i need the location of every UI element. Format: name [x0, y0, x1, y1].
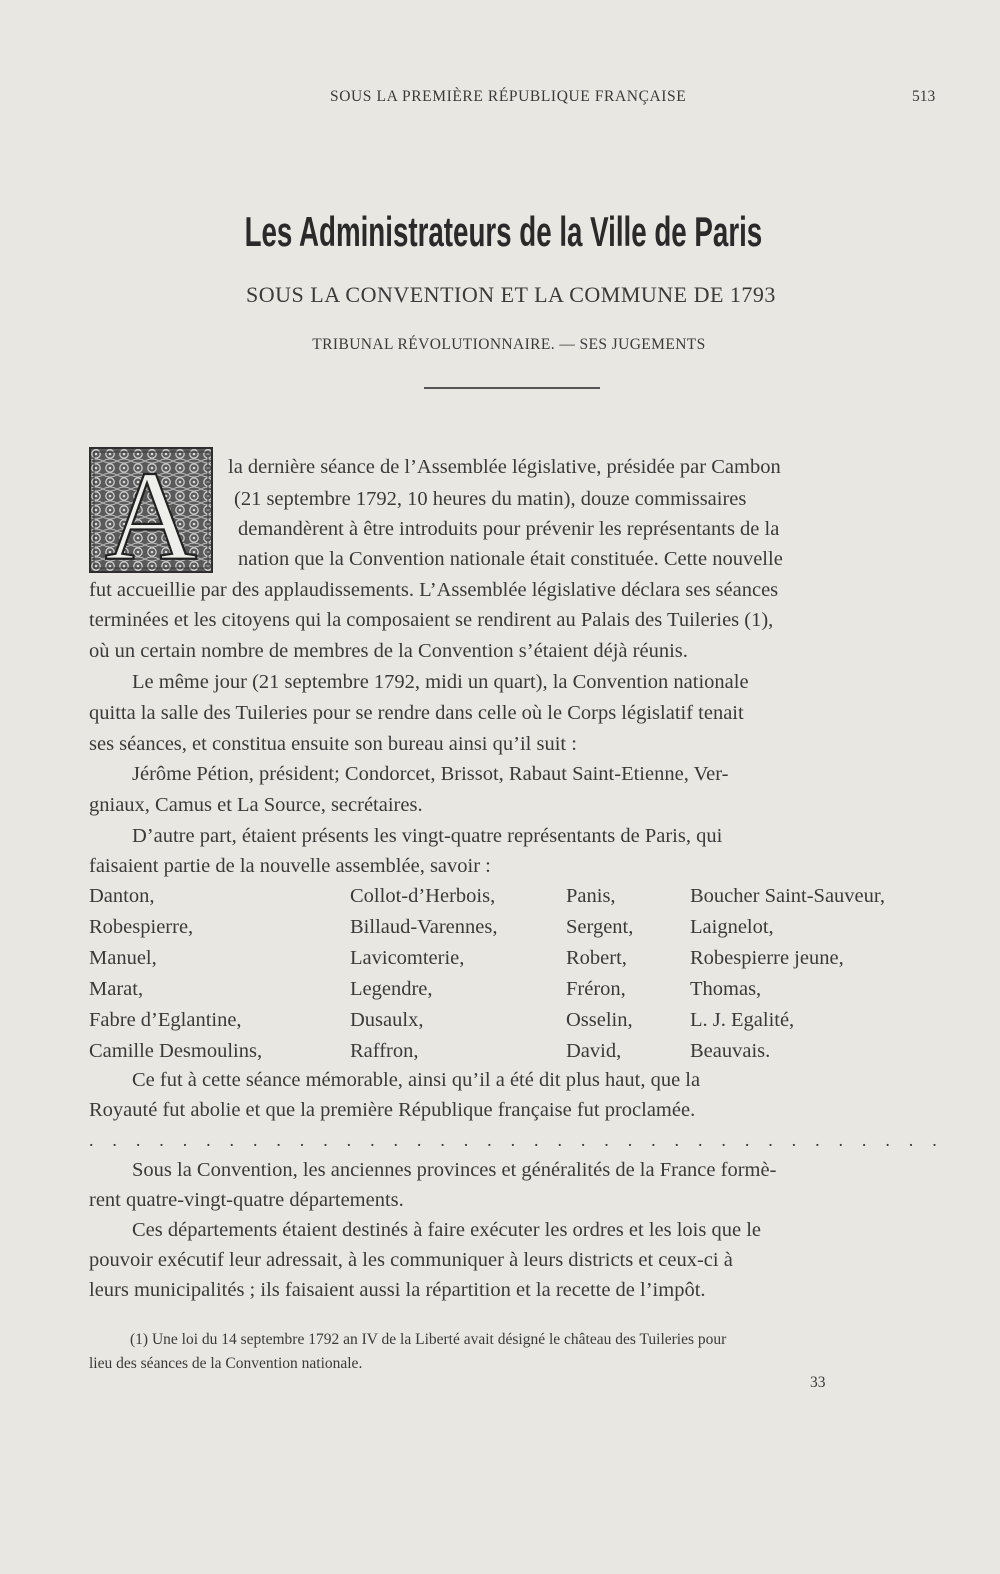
footnote-line: lieu des séances de la Convention nationale. — [89, 1355, 363, 1372]
representative-name: Sergent, — [566, 916, 634, 938]
paragraph-6-line: rent quatre-vingt-quatre départements. — [89, 1189, 404, 1211]
paragraph-1-line: (21 septembre 1792, 10 heures du matin), douze commissaires — [234, 488, 747, 510]
representative-name: Boucher Saint-Sauveur, — [690, 885, 886, 907]
paragraph-5-line: Ce fut à cette séance mémorable, ainsi qu’il a été dit plus haut, que la — [132, 1069, 701, 1091]
representative-name: Raffron, — [350, 1040, 419, 1062]
paragraph-7-line: pouvoir exécutif leur adressait, à les communiquer à leurs districts et ceux-ci à — [89, 1249, 733, 1271]
drop-cap-ornament — [89, 447, 213, 573]
paragraph-1-line: demandèrent à être introduits pour prévenir les représentants de la — [238, 518, 780, 540]
representative-name: Beauvais. — [690, 1040, 771, 1062]
representative-name: Robespierre jeune, — [690, 947, 844, 969]
representative-name: Dusaulx, — [350, 1009, 424, 1031]
representative-name: L. J. Egalité, — [690, 1009, 795, 1031]
paragraph-1-line: où un certain nombre de membres de la Convention s’étaient déjà réunis. — [89, 640, 688, 662]
representative-name: Billaud-Varennes, — [350, 916, 498, 938]
footnote-line: (1) Une loi du 14 septembre 1792 an IV de la Liberté avait désigné le château des Tuileries pour — [130, 1331, 727, 1348]
representative-name: Legendre, — [350, 978, 433, 1000]
title-rule — [424, 387, 600, 389]
representative-name: David, — [566, 1040, 622, 1062]
representative-name: Marat, — [89, 978, 144, 1000]
representative-name: Panis, — [566, 885, 616, 907]
page-number: 513 — [912, 88, 936, 105]
paragraph-6-line: Sous la Convention, les anciennes provinces et généralités de la France formè- — [132, 1159, 777, 1181]
representative-name: Fabre d’Eglantine, — [89, 1009, 242, 1031]
representative-name: Laignelot, — [690, 916, 774, 938]
paragraph-2-line: Le même jour (21 septembre 1792, midi un quart), la Convention nationale — [132, 671, 749, 693]
paragraph-7-line: Ces départements étaient destinés à faire exécuter les ordres et les lois que le — [132, 1219, 761, 1241]
paragraph-1-line: nation que la Convention nationale était constituée. Cette nouvelle — [238, 548, 783, 570]
section-heading: TRIBUNAL RÉVOLUTIONNAIRE. — SES JUGEMENTS — [312, 336, 706, 353]
main-title: Les Administrateurs de la Ville de Paris — [244, 208, 763, 255]
paragraph-1-line: terminées et les citoyens qui la composaient se rendirent au Palais des Tuileries (1), — [89, 609, 774, 631]
paragraph-3-line: gniaux, Camus et La Source, secrétaires. — [89, 794, 423, 816]
representative-name: Fréron, — [566, 978, 626, 1000]
paragraph-1-line: fut accueillie par des applaudissements. L’Assemblée législative déclara ses séances — [89, 579, 779, 601]
representative-name: Manuel, — [89, 947, 157, 969]
representative-name: Thomas, — [690, 978, 762, 1000]
paragraph-2-line: ses séances, et constitua ensuite son bureau ainsi qu’il suit : — [89, 733, 577, 755]
paragraph-4-line: D’autre part, étaient présents les vingt-quatre représentants de Paris, qui — [132, 825, 723, 847]
paragraph-5-line: Royauté fut abolie et que la première République française fut proclamée. — [89, 1099, 696, 1121]
representative-name: Lavicomterie, — [350, 947, 465, 969]
paragraph-4-line: faisaient partie de la nouvelle assemblée, savoir : — [89, 855, 491, 877]
drop-cap-letter: A — [104, 447, 198, 573]
dotted-separator: . . . . . . . . . . . . . . . . . . . . . . . . . . . . . . . . . . . . . — [89, 1130, 937, 1150]
representative-name: Robespierre, — [89, 916, 194, 938]
representative-name: Robert, — [566, 947, 627, 969]
running-head: SOUS LA PREMIÈRE RÉPUBLIQUE FRANÇAISE — [330, 88, 687, 105]
signature-mark: 33 — [810, 1374, 826, 1391]
representative-name: Camille Desmoulins, — [89, 1040, 263, 1062]
paragraph-2-line: quitta la salle des Tuileries pour se rendre dans celle où le Corps législatif tenait — [89, 702, 744, 724]
representative-name: Collot-d’Herbois, — [350, 885, 496, 907]
representative-name: Osselin, — [566, 1009, 633, 1031]
representative-name: Danton, — [89, 885, 155, 907]
paragraph-7-line: leurs municipalités ; ils faisaient aussi la répartition et la recette de l’impôt. — [89, 1279, 706, 1301]
paragraph-1-line: la dernière séance de l’Assemblée législative, présidée par Cambon — [228, 456, 781, 478]
subtitle: SOUS LA CONVENTION ET LA COMMUNE DE 1793 — [246, 282, 776, 307]
paragraph-3-line: Jérôme Pétion, président; Condorcet, Brissot, Rabaut Saint-Etienne, Ver- — [132, 763, 729, 785]
